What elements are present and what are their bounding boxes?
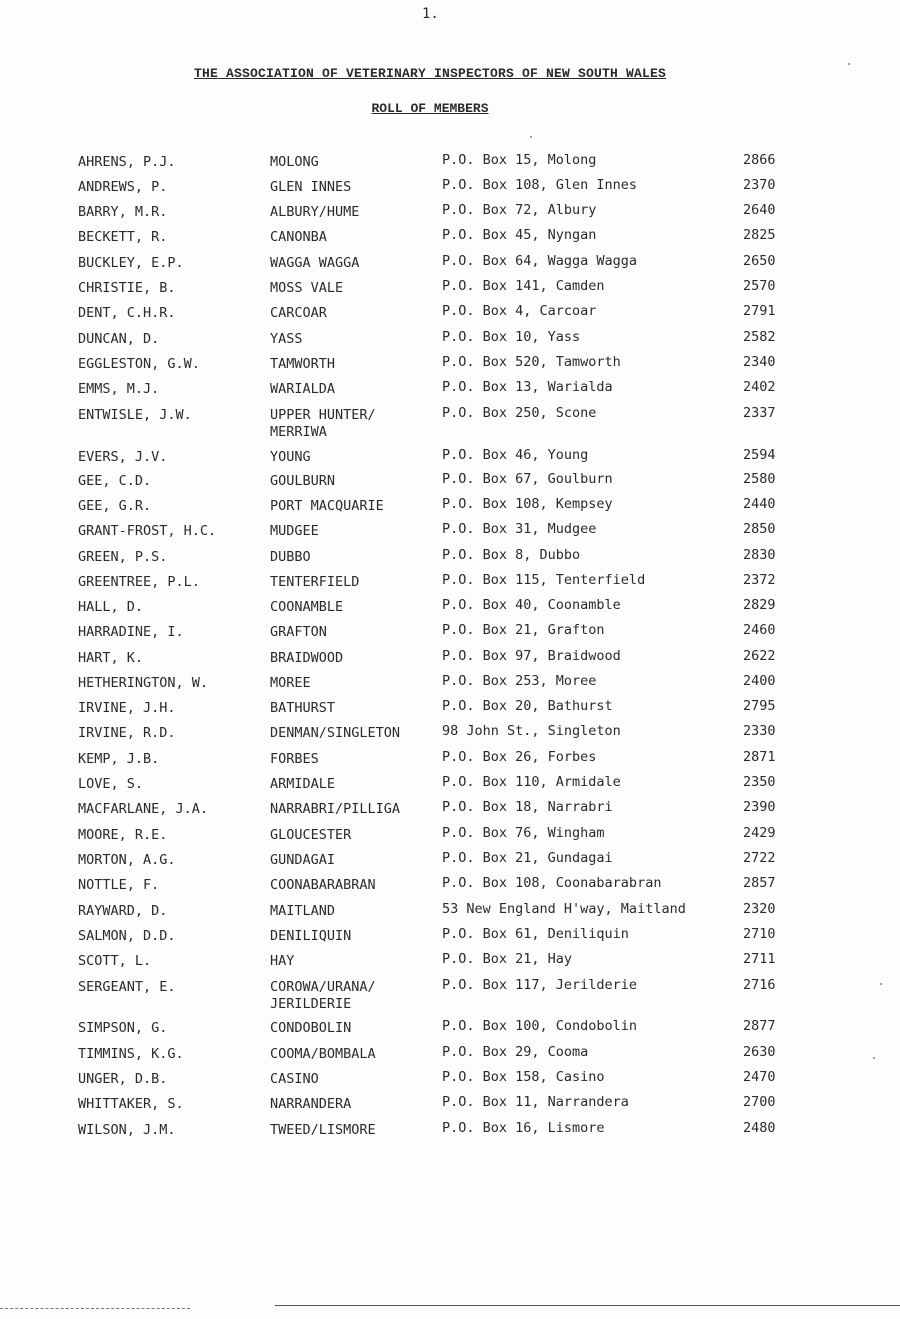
- scan-speck: [530, 136, 532, 138]
- member-postcode: 2630: [743, 1044, 776, 1060]
- member-name: WHITTAKER, S.: [78, 1096, 184, 1112]
- member-name: BECKETT, R.: [78, 229, 168, 245]
- member-name: MOORE, R.E.: [78, 827, 168, 843]
- member-name: BARRY, M.R.: [78, 204, 168, 220]
- member-postcode: 2711: [743, 951, 776, 967]
- member-name: SALMON, D.D.: [78, 928, 176, 944]
- member-address: P.O. Box 21, Gundagai: [442, 850, 613, 866]
- member-name: ANDREWS, P.: [78, 179, 168, 195]
- member-district: MAITLAND: [270, 903, 336, 919]
- document-subtitle: ROLL OF MEMBERS: [371, 101, 489, 116]
- member-district: CONDOBOLIN: [270, 1020, 352, 1036]
- member-name: SERGEANT, E.: [78, 979, 176, 995]
- member-address: P.O. Box 13, Warialda: [442, 379, 613, 395]
- member-postcode: 2622: [743, 648, 776, 664]
- member-district: WARIALDA: [270, 381, 336, 397]
- member-postcode: 2320: [743, 901, 776, 917]
- member-name: BUCKLEY, E.P.: [78, 255, 184, 271]
- member-name: ENTWISLE, J.W.: [78, 407, 192, 423]
- footer-rule-left: [0, 1308, 190, 1309]
- member-postcode: 2460: [743, 622, 776, 638]
- member-district: FORBES: [270, 751, 319, 767]
- member-name: TIMMINS, K.G.: [78, 1046, 184, 1062]
- member-postcode: 2877: [743, 1018, 776, 1034]
- member-address: P.O. Box 29, Cooma: [442, 1044, 589, 1060]
- member-address: 53 New England H'way, Maitland: [442, 901, 686, 917]
- member-district: BRAIDWOOD: [270, 650, 344, 666]
- member-postcode: 2402: [743, 379, 776, 395]
- member-postcode: 2795: [743, 698, 776, 714]
- member-postcode: 2340: [743, 354, 776, 370]
- member-address: P.O. Box 110, Armidale: [442, 774, 621, 790]
- member-postcode: 2400: [743, 673, 776, 689]
- member-address: P.O. Box 18, Narrabri: [442, 799, 613, 815]
- member-district: CARCOAR: [270, 305, 327, 321]
- member-district: CASINO: [270, 1071, 319, 1087]
- member-name: MORTON, A.G.: [78, 852, 176, 868]
- member-name: IRVINE, R.D.: [78, 725, 176, 741]
- member-name: GRANT-FROST, H.C.: [78, 523, 217, 539]
- member-name: EGGLESTON, G.W.: [78, 356, 200, 372]
- member-district: CANONBA: [270, 229, 327, 245]
- member-name: DENT, C.H.R.: [78, 305, 176, 321]
- member-postcode: 2594: [743, 447, 776, 463]
- member-address: P.O. Box 250, Scone: [442, 405, 597, 421]
- member-postcode: 2830: [743, 547, 776, 563]
- member-address: P.O. Box 46, Young: [442, 447, 589, 463]
- member-postcode: 2370: [743, 177, 776, 193]
- member-name: RAYWARD, D.: [78, 903, 168, 919]
- member-postcode: 2580: [743, 471, 776, 487]
- member-name: MACFARLANE, J.A.: [78, 801, 209, 817]
- member-district: MOSS VALE: [270, 280, 344, 296]
- member-postcode: 2330: [743, 723, 776, 739]
- member-postcode: 2791: [743, 303, 776, 319]
- page-number: 1.: [422, 6, 439, 22]
- member-postcode: 2390: [743, 799, 776, 815]
- member-name: IRVINE, J.H.: [78, 700, 176, 716]
- member-name: GREEN, P.S.: [78, 549, 168, 565]
- member-district: DENILIQUIN: [270, 928, 352, 944]
- member-name: EMMS, M.J.: [78, 381, 160, 397]
- member-district: GLOUCESTER: [270, 827, 352, 843]
- member-name: HETHERINGTON, W.: [78, 675, 209, 691]
- member-postcode: 2640: [743, 202, 776, 218]
- member-name: DUNCAN, D.: [78, 331, 160, 347]
- member-district: YASS: [270, 331, 303, 347]
- member-postcode: 2570: [743, 278, 776, 294]
- member-address: P.O. Box 67, Goulburn: [442, 471, 613, 487]
- member-address: 98 John St., Singleton: [442, 723, 621, 739]
- member-address: P.O. Box 100, Condobolin: [442, 1018, 638, 1034]
- member-name: LOVE, S.: [78, 776, 144, 792]
- member-name: KEMP, J.B.: [78, 751, 160, 767]
- member-address: P.O. Box 15, Molong: [442, 152, 597, 168]
- member-district: TWEED/LISMORE: [270, 1122, 376, 1138]
- member-district: MOLONG: [270, 154, 319, 170]
- member-district: ALBURY/HUME: [270, 204, 360, 220]
- member-district: GRAFTON: [270, 624, 327, 640]
- member-postcode: 2722: [743, 850, 776, 866]
- member-name: EVERS, J.V.: [78, 449, 168, 465]
- member-address: P.O. Box 108, Kempsey: [442, 496, 613, 512]
- member-row: [0, 405, 900, 441]
- member-postcode: 2429: [743, 825, 776, 841]
- member-address: P.O. Box 141, Camden: [442, 278, 605, 294]
- member-district: NARRANDERA: [270, 1096, 352, 1112]
- member-district: NARRABRI/PILLIGA: [270, 801, 401, 817]
- member-postcode: 2700: [743, 1094, 776, 1110]
- member-district: GUNDAGAI: [270, 852, 336, 868]
- member-district: DUBBO: [270, 549, 311, 565]
- member-postcode: 2871: [743, 749, 776, 765]
- member-district: GLEN INNES: [270, 179, 352, 195]
- member-address: P.O. Box 45, Nyngan: [442, 227, 597, 243]
- member-district: COROWA/URANA/ JERILDERIE: [270, 979, 376, 1012]
- member-name: HALL, D.: [78, 599, 144, 615]
- member-postcode: 2710: [743, 926, 776, 942]
- member-address: P.O. Box 21, Hay: [442, 951, 573, 967]
- member-name: HARRADINE, I.: [78, 624, 184, 640]
- member-address: P.O. Box 520, Tamworth: [442, 354, 621, 370]
- member-address: P.O. Box 21, Grafton: [442, 622, 605, 638]
- member-postcode: 2470: [743, 1069, 776, 1085]
- member-address: P.O. Box 158, Casino: [442, 1069, 605, 1085]
- member-name: HART, K.: [78, 650, 144, 666]
- member-address: P.O. Box 20, Bathurst: [442, 698, 613, 714]
- member-postcode: 2372: [743, 572, 776, 588]
- member-postcode: 2337: [743, 405, 776, 421]
- member-district: WAGGA WAGGA: [270, 255, 360, 271]
- member-name: NOTTLE, F.: [78, 877, 160, 893]
- scan-speck: [880, 983, 882, 985]
- document-title: THE ASSOCIATION OF VETERINARY INSPECTORS OF NEW SOUTH WALES: [193, 66, 667, 81]
- member-name: GREENTREE, P.L.: [78, 574, 200, 590]
- member-postcode: 2850: [743, 521, 776, 537]
- member-district: COONABARABRAN: [270, 877, 376, 893]
- member-postcode: 2440: [743, 496, 776, 512]
- scan-speck: [848, 63, 850, 65]
- member-name: GEE, C.D.: [78, 473, 152, 489]
- member-address: P.O. Box 31, Mudgee: [442, 521, 597, 537]
- member-address: P.O. Box 10, Yass: [442, 329, 581, 345]
- member-district: TENTERFIELD: [270, 574, 360, 590]
- member-postcode: 2650: [743, 253, 776, 269]
- member-district: BATHURST: [270, 700, 336, 716]
- member-district: YOUNG: [270, 449, 311, 465]
- member-name: CHRISTIE, B.: [78, 280, 176, 296]
- member-address: P.O. Box 72, Albury: [442, 202, 597, 218]
- member-district: UPPER HUNTER/ MERRIWA: [270, 407, 376, 440]
- member-name: GEE, G.R.: [78, 498, 152, 514]
- member-name: SCOTT, L.: [78, 953, 152, 969]
- member-district: HAY: [270, 953, 295, 969]
- member-postcode: 2350: [743, 774, 776, 790]
- member-address: P.O. Box 117, Jerilderie: [442, 977, 638, 993]
- member-name: WILSON, J.M.: [78, 1122, 176, 1138]
- member-address: P.O. Box 76, Wingham: [442, 825, 605, 841]
- member-address: P.O. Box 11, Narrandera: [442, 1094, 629, 1110]
- member-postcode: 2716: [743, 977, 776, 993]
- member-address: P.O. Box 64, Wagga Wagga: [442, 253, 638, 269]
- member-district: PORT MACQUARIE: [270, 498, 384, 514]
- footer-rule-right: [275, 1305, 900, 1306]
- member-postcode: 2857: [743, 875, 776, 891]
- member-address: P.O. Box 97, Braidwood: [442, 648, 621, 664]
- member-address: P.O. Box 108, Coonabarabran: [442, 875, 662, 891]
- member-district: COOMA/BOMBALA: [270, 1046, 376, 1062]
- member-row: [0, 1120, 900, 1156]
- member-address: P.O. Box 16, Lismore: [442, 1120, 605, 1136]
- member-district: MOREE: [270, 675, 311, 691]
- member-district: DENMAN/SINGLETON: [270, 725, 401, 741]
- member-row: [0, 977, 900, 1013]
- member-postcode: 2829: [743, 597, 776, 613]
- member-address: P.O. Box 253, Moree: [442, 673, 597, 689]
- member-district: COONAMBLE: [270, 599, 344, 615]
- scan-speck: [873, 1057, 875, 1059]
- member-postcode: 2480: [743, 1120, 776, 1136]
- member-address: P.O. Box 40, Coonamble: [442, 597, 621, 613]
- member-address: P.O. Box 115, Tenterfield: [442, 572, 646, 588]
- member-district: MUDGEE: [270, 523, 319, 539]
- member-address: P.O. Box 61, Deniliquin: [442, 926, 629, 942]
- member-postcode: 2582: [743, 329, 776, 345]
- member-address: P.O. Box 26, Forbes: [442, 749, 597, 765]
- member-name: AHRENS, P.J.: [78, 154, 176, 170]
- member-district: ARMIDALE: [270, 776, 336, 792]
- member-district: GOULBURN: [270, 473, 336, 489]
- member-name: SIMPSON, G.: [78, 1020, 168, 1036]
- member-postcode: 2825: [743, 227, 776, 243]
- member-district: TAMWORTH: [270, 356, 336, 372]
- member-address: P.O. Box 4, Carcoar: [442, 303, 597, 319]
- member-name: UNGER, D.B.: [78, 1071, 168, 1087]
- member-address: P.O. Box 108, Glen Innes: [442, 177, 638, 193]
- member-postcode: 2866: [743, 152, 776, 168]
- member-address: P.O. Box 8, Dubbo: [442, 547, 581, 563]
